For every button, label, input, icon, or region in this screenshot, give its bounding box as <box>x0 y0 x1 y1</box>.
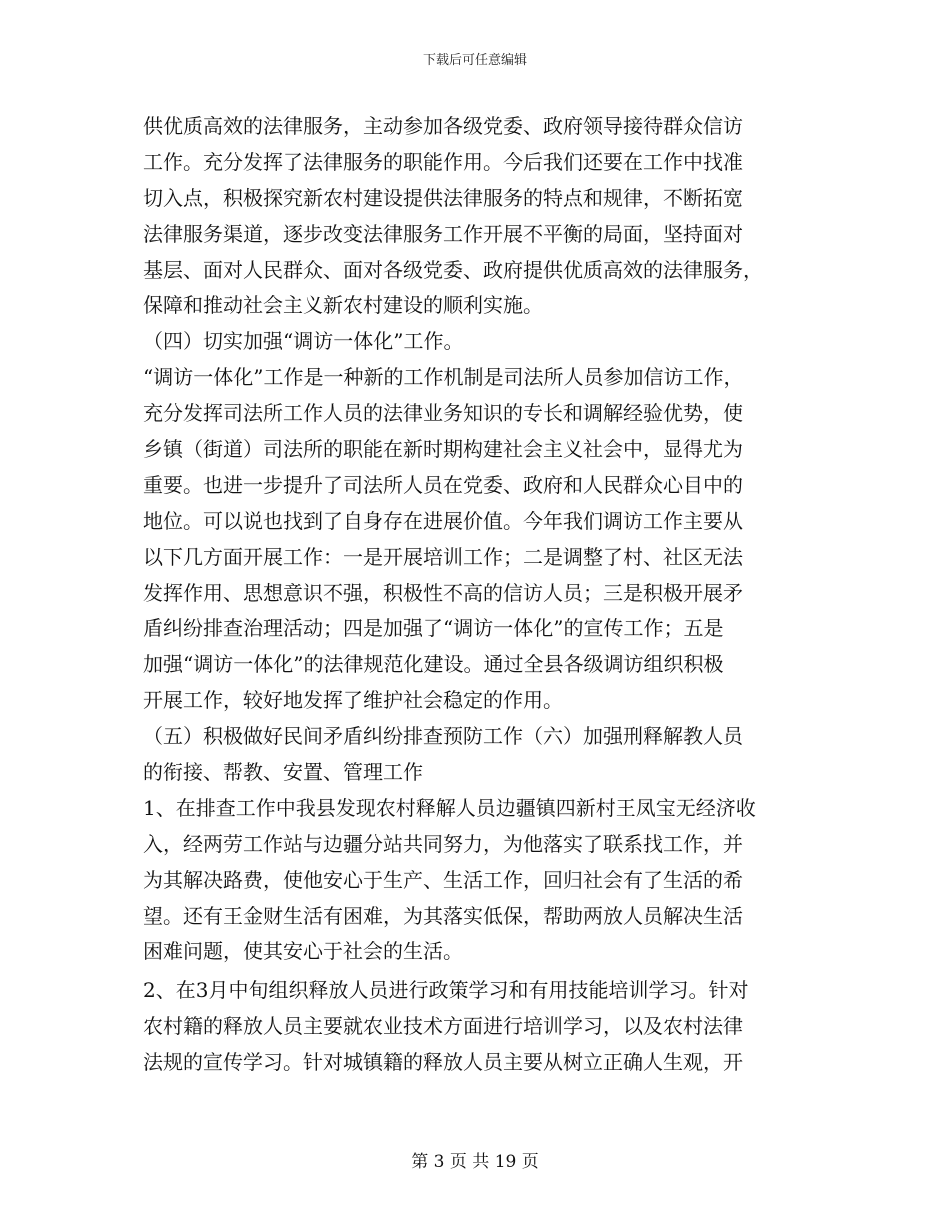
list-item-1: 1、在排查工作中我县发现农村释解人员边疆镇四新村王凤宝无经济收 <box>143 795 756 820</box>
page-header: 下载后可任意编辑 <box>422 53 527 68</box>
text-line: 工作。充分发挥了法律服务的职能作用。今后我们还要在工作中找准 <box>143 149 743 174</box>
text-line: 困难问题，使其安心于社会的生活。 <box>143 939 463 964</box>
text-line: 望。还有王金财生活有困难，为其落实低保，帮助两放人员解决生活 <box>143 903 743 928</box>
text-line: 盾纠纷排查治理活动；四是加强了“调访一体化”的宣传工作；五是 <box>143 616 724 641</box>
text-line: 开展工作，较好地发挥了维护社会稳定的作用。 <box>143 688 563 713</box>
text-line: 供优质高效的法律服务，主动参加各级党委、政府领导接待群众信访 <box>143 114 743 138</box>
text-line: 发挥作用、思想意识不强，积极性不高的信访人员；三是积极开展矛 <box>143 580 743 605</box>
text-line: 乡镇（街道）司法所的职能在新时期构建社会主义社会中，显得尤为 <box>143 437 743 462</box>
text-line: 重要。也进一步提升了司法所人员在党委、政府和人民群众心目中的 <box>143 472 743 497</box>
page-number-footer: 第 3 页 共 19 页 <box>411 1152 539 1172</box>
text-line: 切入点，积极探究新农村建设提供法律服务的特点和规律，不断拓宽 <box>143 185 743 210</box>
section-heading: （五）积极做好民间矛盾纠纷排查预防工作（六）加强刑释解教人员 <box>143 724 743 749</box>
text-line: 充分发挥司法所工作人员的法律业务知识的专长和调解经验优势，使 <box>143 401 743 426</box>
list-item-2: 2、在3月中旬组织释放人员进行政策学习和有用技能培训学习。针对 <box>143 978 749 1003</box>
text-line: 法规的宣传学习。针对城镇籍的释放人员主要从树立正确人生观，开 <box>143 1050 743 1075</box>
text-line: 加强“调访一体化”的法律规范化建设。通过全县各级调访组织积极 <box>143 652 724 677</box>
text-line: 法律服务渠道，逐步改变法律服务工作开展不平衡的局面，坚持面对 <box>143 221 743 246</box>
text-line: 保障和推动社会主义新农村建设的顺利实施。 <box>143 293 543 318</box>
text-line: “调访一体化”工作是一种新的工作机制是司法所人员参加信访工作， <box>143 365 744 390</box>
body-text <box>143 109 823 1081</box>
text-line: 以下几方面开展工作：一是开展培训工作；二是调整了村、社区无法 <box>143 544 743 569</box>
text-line: 为其解决路费，使他安心于生产、生活工作，回归社会有了生活的希 <box>143 867 743 892</box>
text-line: 农村籍的释放人员主要就农业技术方面进行培训学习，以及农村法律 <box>143 1014 743 1039</box>
section-heading: （四）切实加强“调访一体化”工作。 <box>143 329 464 354</box>
text-line: 入，经两劳工作站与边疆分站共同努力，为他落实了联系找工作，并 <box>143 831 743 856</box>
text-line: 基层、面对人民群众、面对各级党委、政府提供优质高效的法律服务， <box>143 257 763 282</box>
section-heading: 的衔接、帮教、安置、管理工作 <box>143 760 423 785</box>
text-line: 地位。可以说也找到了自身存在进展价值。今年我们调访工作主要从 <box>143 508 743 533</box>
